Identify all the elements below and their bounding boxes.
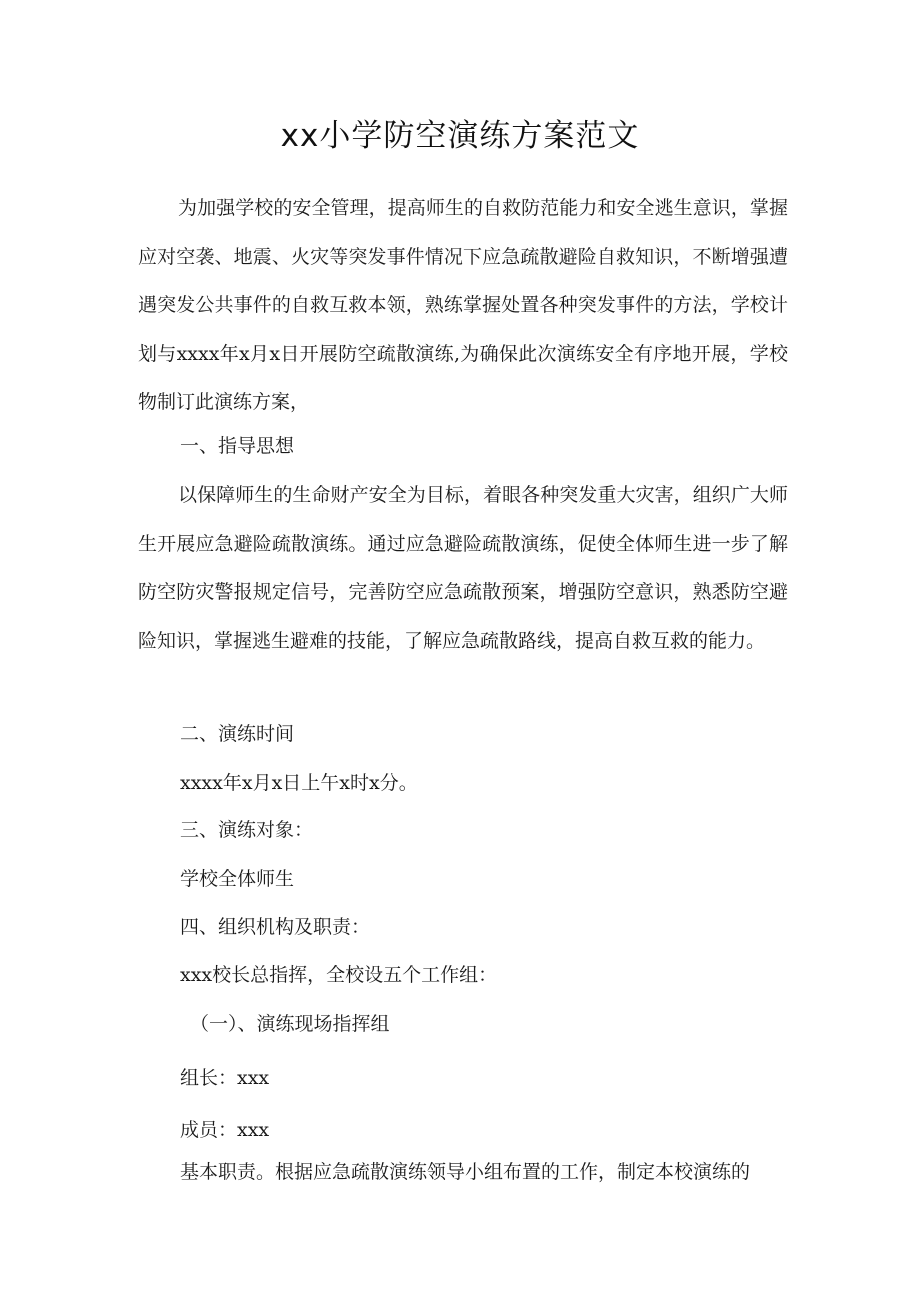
group1-leader: 组长：xxx: [180, 1067, 270, 1089]
section2-body: xxxx年x月x日上午x时x分。: [180, 772, 418, 794]
section1-heading: 一、指导思想: [180, 435, 295, 457]
section2-heading: 二、演练时间: [180, 723, 295, 745]
intro-paragraph: 为加强学校的安全管理，提高师生的自救防范能力和安全逃生意识，掌握应对空袭、地震、火灾等突发事件情况下应急疏散避险自救知识，不断增强遭遇突发公共事件的自救互救本领，熟练掌握处置各种突发事件的方法，学校计划与xxxx年x月x日开展防空疏散演练,为确保此次演练安全有序地开展，学校物制订此演练方案，: [138, 197, 788, 413]
document-title: xx小学防空演练方案范文: [280, 118, 640, 154]
group1-members: 成员：xxx: [180, 1119, 270, 1141]
section1-paragraph: 以保障师生的生命财产安全为目标，着眼各种突发重大灾害，组织广大师生开展应急避险疏散演练。通过应急避险疏散演练，促使全体师生进一步了解防空防灾警报规定信号，完善防空应急疏散预案，增强防空意识，熟悉防空避险知识，掌握逃生避难的技能，了解应急疏散路线，提高自救互救的能力。: [138, 484, 788, 652]
section3-heading: 三、演练对象：: [180, 819, 314, 841]
section4-heading: 四、组织机构及职责：: [180, 916, 371, 938]
section4-body: xxx校长总指挥，全校设五个工作组：: [180, 964, 498, 986]
section3-body: 学校全体师生: [180, 868, 295, 890]
group1-duties: 基本职责。根据应急疏散演练领导小组布置的工作，制定本校演练的: [180, 1161, 751, 1183]
group1-heading: （一）、演练现场指挥组: [190, 1013, 390, 1035]
